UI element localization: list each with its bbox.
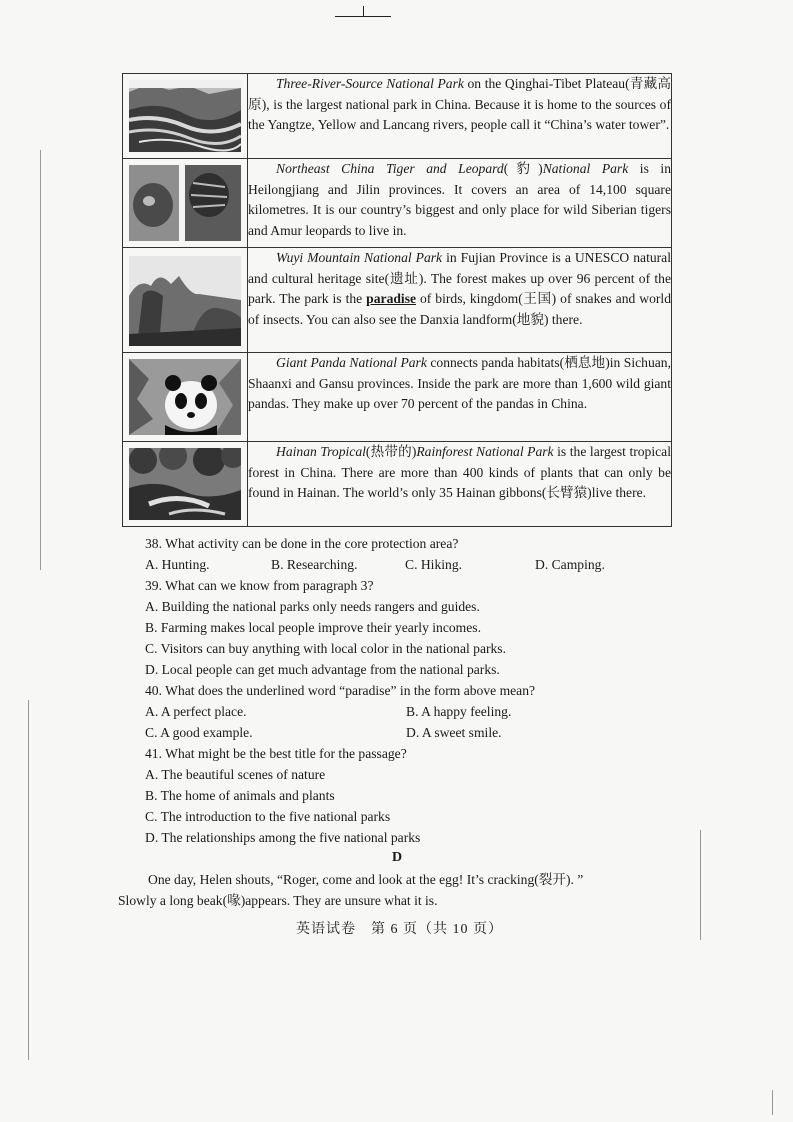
wuyi-mountain-photo (129, 256, 241, 346)
tiger-leopard-photo (129, 165, 241, 241)
scan-margin-line (40, 150, 41, 570)
option-b[interactable]: B. A happy feeling. (406, 704, 512, 719)
underlined-word-paradise: paradise (366, 291, 417, 307)
section-d-passage (118, 869, 678, 911)
option-d[interactable]: D. Camping. (535, 557, 605, 572)
scan-margin-line (28, 700, 29, 1060)
option-d[interactable]: D. A sweet smile. (406, 725, 502, 740)
park-photo-cell (123, 248, 248, 353)
top-center-mark (335, 4, 391, 18)
question-40 (145, 680, 705, 743)
park-row (123, 353, 672, 442)
park-row (123, 442, 672, 527)
question-stem: 40. What does the underlined word “paradise” in the form above mean? (145, 683, 536, 698)
park-name: Northeast China Tiger and Leopard (276, 161, 504, 176)
scan-margin-line (772, 1090, 773, 1115)
option-a[interactable]: A. The beautiful scenes of nature (145, 767, 326, 782)
park-name-chinese: (热带的) (365, 444, 417, 459)
park-text: connects panda habitats(栖息地)in Sichuan, Shaanxi and Gansu provinces. Inside the park are more than 1,600 wild giant pandas. They make up over 70 percent of the pandas in China. (248, 355, 671, 412)
national-parks-table (122, 73, 672, 527)
park-name: Hainan Tropical (276, 444, 366, 459)
park-name-chinese: (豹) (503, 161, 543, 176)
park-description (248, 74, 672, 159)
option-a[interactable]: A. Hunting. (145, 557, 210, 572)
option-c[interactable]: C. The introduction to the five national parks (145, 809, 391, 824)
park-text: in Fujian Province is a UNESCO natural and cultural heritage site(遗址). The forest makes up over 96 percent of the park. The park is the (248, 250, 671, 307)
question-stem: 39. What can we know from paragraph 3? (145, 578, 374, 593)
park-row (123, 248, 672, 353)
park-name: Giant Panda National Park (276, 355, 427, 370)
park-name-end: Rainforest National Park (416, 444, 554, 459)
park-photo-cell (123, 159, 248, 248)
park-description (248, 248, 672, 353)
park-description (248, 159, 672, 248)
passage-line: One day, Helen shouts, “Roger, come and look at the egg! It’s cracking(裂开). ” (148, 872, 584, 887)
park-text-continued: of birds, kingdom(王国) of snakes and world of insects. You can also see the Danxia landform(地貌) there. (248, 291, 672, 327)
option-c[interactable]: C. A good example. (145, 725, 253, 740)
section-d-heading: D (392, 850, 403, 865)
park-name-end: National Park (542, 161, 629, 176)
option-c[interactable]: C. Hiking. (405, 557, 463, 572)
option-d[interactable]: D. Local people can get much advantage from the national parks. (145, 662, 500, 677)
park-description (248, 442, 672, 527)
park-photo-cell (123, 442, 248, 527)
questions-section (145, 533, 705, 848)
option-row (145, 722, 705, 743)
park-photo-cell (123, 74, 248, 159)
option-a[interactable]: A. A perfect place. (145, 704, 247, 719)
option-c[interactable]: C. Visitors can buy anything with local color in the national parks. (145, 641, 506, 656)
option-row (145, 701, 705, 722)
park-photo-cell (123, 353, 248, 442)
option-b[interactable]: B. The home of animals and plants (145, 788, 335, 803)
park-row (123, 159, 672, 248)
question-stem: 38. What activity can be done in the core protection area? (145, 536, 459, 551)
option-row (145, 554, 705, 575)
option-b[interactable]: B. Farming makes local people improve their yearly incomes. (145, 620, 481, 635)
question-38 (145, 533, 705, 575)
park-name: Wuyi Mountain National Park (276, 250, 443, 265)
park-row (123, 74, 672, 159)
hainan-rainforest-photo (129, 448, 241, 520)
park-text: on the Qinghai-Tibet Plateau(青藏高原), is the largest national park in China. Because it is home to the sources of the Yangtze, Yellow and Lancang rivers, people call it “China’s water tower”. (248, 76, 671, 133)
question-stem: 41. What might be the best title for the passage? (145, 746, 407, 761)
park-text: is the largest tropical forest in China. There are more than 400 kinds of plants that can only be found in Hainan. The world’s only 35 Hainan gibbons(长臂猿)live there. (248, 444, 671, 501)
question-41 (145, 743, 705, 848)
three-river-source-photo (129, 80, 241, 152)
option-d[interactable]: D. The relationships among the five national parks (145, 830, 421, 845)
question-39 (145, 575, 705, 680)
park-name: Three-River-Source National Park (276, 76, 464, 91)
option-a[interactable]: A. Building the national parks only needs rangers and guides. (145, 599, 480, 614)
page-footer: 英语试卷 第 6 页（共 10 页） (296, 922, 503, 937)
giant-panda-photo (129, 359, 241, 435)
option-b[interactable]: B. Researching. (271, 557, 358, 572)
passage-line: Slowly a long beak(喙)appears. They are unsure what it is. (118, 893, 438, 908)
park-text: is in Heilongjiang and Jilin provinces. It covers an area of 14,100 square kilometres. It is our country’s biggest and only place for wild Siberian tigers and Amur leopards to live in. (248, 161, 671, 238)
park-description (248, 353, 672, 442)
